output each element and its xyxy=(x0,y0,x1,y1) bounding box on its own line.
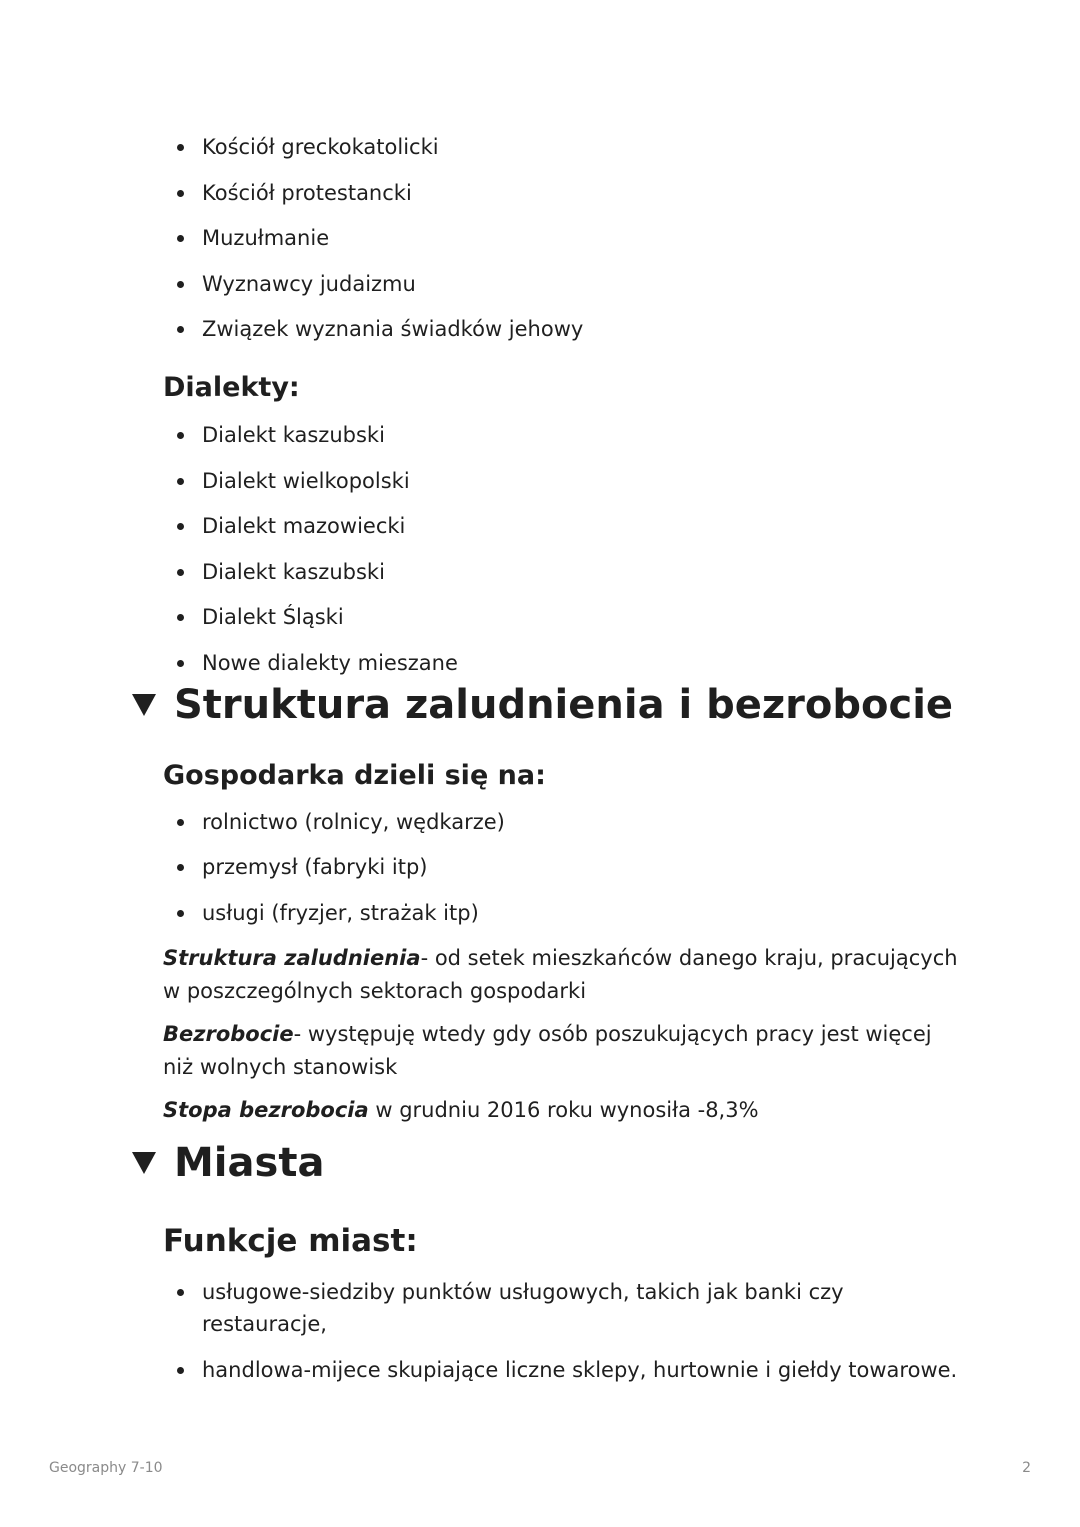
list-item: Związek wyznania świadków jehowy xyxy=(202,313,962,345)
list-item: Kościół greckokatolicki xyxy=(202,131,962,163)
list-item: Dialekt Śląski xyxy=(202,601,962,633)
term: Bezrobocie xyxy=(163,1022,294,1046)
section-title: Struktura zaludnienia i bezrobocie xyxy=(174,682,954,728)
definition-text: - od setek mieszkańców danego kraju, pracujących w poszczególnych sektorach gospodarki xyxy=(163,946,958,1003)
section-title: Miasta xyxy=(174,1140,325,1186)
list-item: usługi (fryzjer, strażak itp) xyxy=(202,897,962,929)
definition-unemployment-rate xyxy=(163,1094,963,1127)
definition-text: w grudniu 2016 roku wynosiła -8,3% xyxy=(368,1098,759,1122)
city-functions-heading: Funkcje miast: xyxy=(163,1223,418,1259)
page-number: 2 xyxy=(1022,1460,1031,1476)
list-item: handlowa-mijece skupiające liczne sklepy, hurtownie i giełdy towarowe. xyxy=(202,1354,962,1386)
economy-heading: Gospodarka dzieli się na: xyxy=(163,760,546,791)
toggle-section-cities[interactable] xyxy=(132,1139,324,1187)
list-item: Nowe dialekty mieszane xyxy=(202,647,962,679)
term: Stopa bezrobocia xyxy=(163,1098,369,1122)
triangle-down-icon[interactable] xyxy=(132,694,156,716)
toggle-section-employment[interactable] xyxy=(132,681,953,729)
list-item: przemysł (fabryki itp) xyxy=(202,851,962,883)
list-item: Wyznawcy judaizmu xyxy=(202,268,962,300)
list-item: Dialekt wielkopolski xyxy=(202,465,962,497)
list-item: usługowe-siedziby punktów usługowych, takich jak banki czy restauracje, xyxy=(202,1276,862,1340)
definition-employment-structure xyxy=(163,942,963,1008)
list-item: rolnictwo (rolnicy, wędkarze) xyxy=(202,806,962,838)
list-item: Dialekt kaszubski xyxy=(202,419,962,451)
list-item: Kościół protestancki xyxy=(202,177,962,209)
term: Struktura zaludnienia xyxy=(163,946,421,970)
triangle-down-icon[interactable] xyxy=(132,1152,156,1174)
footer-document-title: Geography 7-10 xyxy=(49,1460,163,1476)
definition-unemployment xyxy=(163,1018,963,1084)
definition-text: - występuję wtedy gdy osób poszukujących pracy jest więcej niż wolnych stanowisk xyxy=(163,1022,932,1079)
list-item: Dialekt mazowiecki xyxy=(202,510,962,542)
dialects-heading: Dialekty: xyxy=(163,372,300,403)
list-item: Muzułmanie xyxy=(202,222,962,254)
list-item: Dialekt kaszubski xyxy=(202,556,962,588)
